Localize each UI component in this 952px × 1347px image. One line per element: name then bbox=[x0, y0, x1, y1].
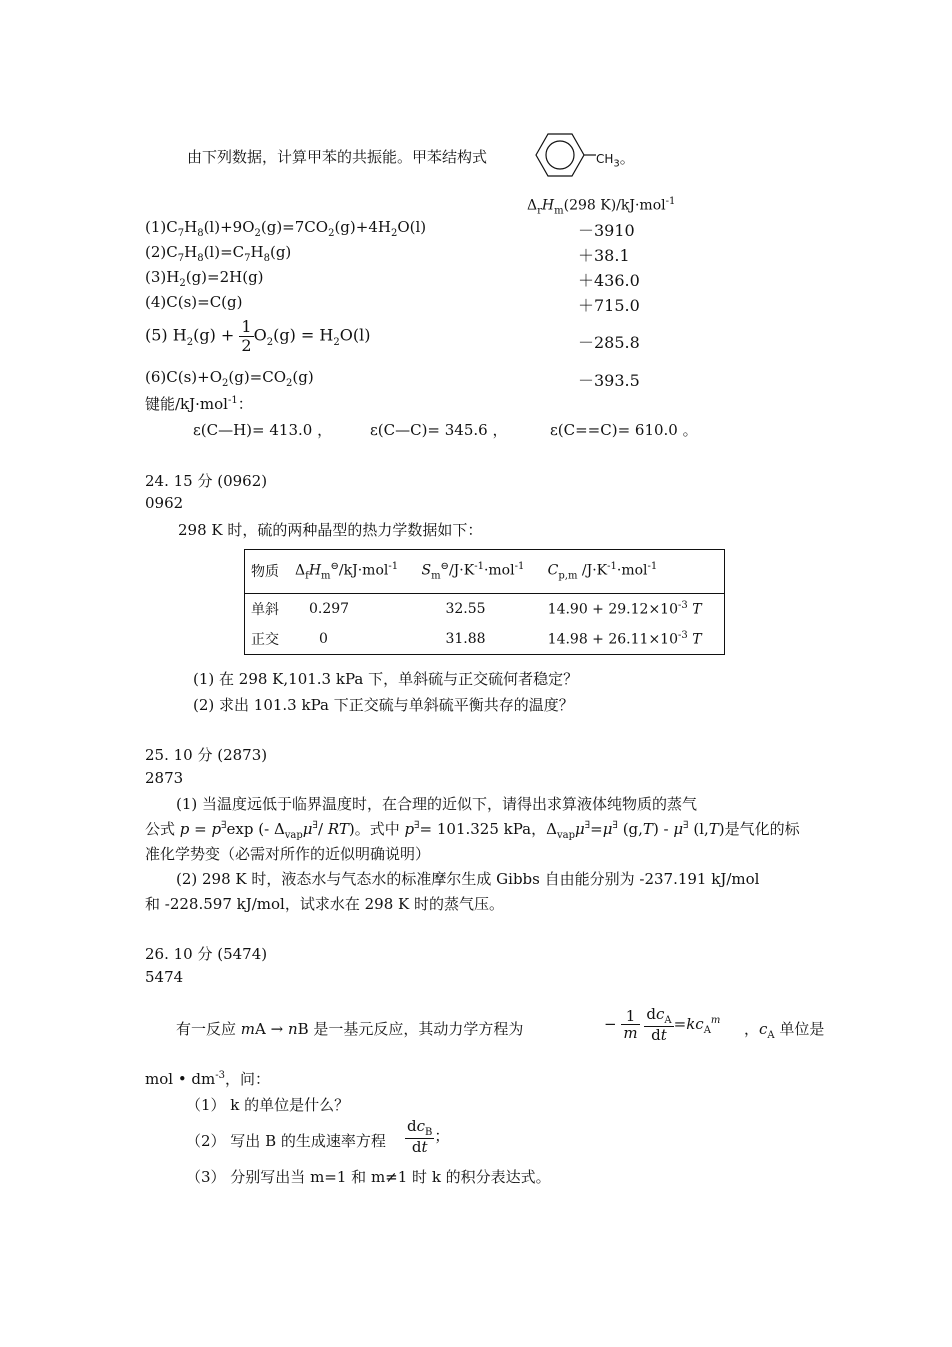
q25-p5: 和 -228.597 kJ/mol，试求水在 298 K 时的蒸气压。 bbox=[145, 895, 504, 913]
q25-title: 25. 10 分 (2873) bbox=[145, 746, 268, 764]
q25-code: 2873 bbox=[145, 769, 184, 787]
intro-text: 由下列数据，计算甲苯的共振能。甲苯结构式 bbox=[187, 148, 488, 166]
reaction-2-value: ＋38.1 bbox=[578, 246, 630, 265]
cell-heat-capacity: $14.98 + 26.11\times 10^{-3}$ T bbox=[547, 630, 702, 648]
q25-p3: 准化学势变（必需对所作的近似明确说明） bbox=[145, 845, 431, 863]
cell-enthalpy: 0 bbox=[318, 630, 328, 647]
q25-p4: (2) 298 K 时，液态水与气态水的标准摩尔生成 Gibbs 自由能分别为 -237.191 kJ/mol bbox=[176, 870, 760, 888]
reaction-1-value: －3910 bbox=[578, 221, 635, 240]
header-entropy: $S_m^⊖/J\cdot K^{-1}\cdot mol^{-1}$ bbox=[421, 561, 525, 582]
reaction-5-value: －285.8 bbox=[578, 333, 640, 352]
q26-sub1: （1） k 的单位是什么？ bbox=[186, 1096, 350, 1114]
header-substance: 物质 bbox=[251, 564, 279, 581]
table-row bbox=[245, 593, 725, 624]
bond-ch: ε(C—H)= 413.0 ， bbox=[193, 421, 333, 439]
cell-heat-capacity: $14.90 + 29.12\times 10^{-3}$ T bbox=[547, 599, 702, 618]
header-enthalpy: $\Delta_fH_m^⊖/kJ\cdot mol^{-1}$ bbox=[294, 561, 399, 582]
bond-c-double-c: ε(C==C)= 610.0 。 bbox=[550, 421, 698, 439]
rate-equation: − $\frac{1}{m}$ $\frac{dc_A}{dt}$ $=kc_A^m$ bbox=[604, 1005, 721, 1044]
reaction-3: $(3)H_2(g)=2H(g)$ bbox=[145, 268, 264, 289]
q25-p2: 公式 p = p∃exp (- $\Delta_{vap}\mu^\exists/$ RT)。式中 p∃= 101.325 kPa，$\Delta_{vap}\mu^\exists=\mu^\exists$ (g,T) - μ∃ (l,T)是气化的标 bbox=[145, 820, 800, 841]
cell-entropy: 32.55 bbox=[445, 600, 486, 617]
header-heat-capacity: $C_{p,m}$ $/J\cdot K^{-1}\cdot mol^{-1}$ bbox=[547, 561, 658, 582]
sulfur-thermo-table bbox=[244, 549, 725, 655]
b-rate-fraction: $\frac{dc_B}{dt}$ ； bbox=[407, 1117, 450, 1156]
reaction-4-value: ＋715.0 bbox=[578, 296, 640, 315]
reaction-6: $(6)C(s)+O_2(g)=CO_2(g)$ bbox=[145, 368, 314, 389]
q25-p1: (1) 当温度远低于临界温度时，在合理的近似下，请得出求算液体纯物质的蒸气 bbox=[176, 795, 698, 813]
reaction-2: $(2)C_7H_8(l)=C_7H_8(g)$ bbox=[145, 243, 292, 264]
q26-p1a: 有一反应 mA → nB 是一基元反应，其动力学方程为 bbox=[176, 1020, 524, 1038]
table-row bbox=[245, 624, 725, 655]
ch3-label: $CH_3$。 bbox=[596, 149, 635, 170]
q26-code: 5474 bbox=[145, 968, 184, 986]
q24-title: 24. 15 分 (0962) bbox=[145, 472, 268, 490]
cell-substance: 单斜 bbox=[251, 601, 279, 618]
reaction-3-value: ＋436.0 bbox=[578, 271, 640, 290]
q26-sub3: （3） 分别写出当 m=1 和 m≠1 时 k 的积分表达式。 bbox=[186, 1168, 551, 1186]
enthalpy-header: $\Delta_rH_m(298$ K)/kJ·mol$^{-1}$ bbox=[527, 196, 676, 217]
cell-enthalpy: 0.297 bbox=[308, 600, 350, 617]
q24-sub1: (1) 在 298 K,101.3 kPa 下，单斜硫与正交硫何者稳定？ bbox=[193, 670, 579, 688]
q24-intro: 298 K 时，硫的两种晶型的热力学数据如下： bbox=[178, 521, 483, 539]
reaction-6-value: －393.5 bbox=[578, 371, 640, 390]
cell-substance: 正交 bbox=[251, 631, 279, 648]
reaction-5: (5) $H_2(g)$ + $\frac{1}{2}$ $O_2(g) = H_2O(l)$ bbox=[145, 317, 371, 355]
q24-sub2: (2) 求出 101.3 kPa 下正交硫与单斜硫平衡共存的温度？ bbox=[193, 696, 574, 714]
reaction-1: $(1)C_7H_8(l)+9O_2(g)=7CO_2(g)+4H_2O(l)$ bbox=[145, 218, 427, 239]
q26-title: 26. 10 分 (5474) bbox=[145, 945, 268, 963]
q26-p2: mol • $dm^{-3}$，问： bbox=[145, 1070, 271, 1088]
q24-code: 0962 bbox=[145, 494, 184, 512]
bond-cc: ε(C—C)= 345.6 ， bbox=[370, 421, 508, 439]
q26-p1b: ，$c_A$ 单位是 bbox=[744, 1020, 825, 1041]
cell-entropy: 31.88 bbox=[445, 630, 486, 647]
reaction-4: (4)C(s)=C(g) bbox=[145, 293, 243, 311]
bond-energy-label: 键能/kJ·mol$^{-1}$： bbox=[145, 395, 253, 413]
table-header-row bbox=[245, 550, 725, 594]
intro-line bbox=[187, 146, 487, 167]
q26-sub2: （2） 写出 B 的生成速率方程 bbox=[186, 1132, 386, 1150]
